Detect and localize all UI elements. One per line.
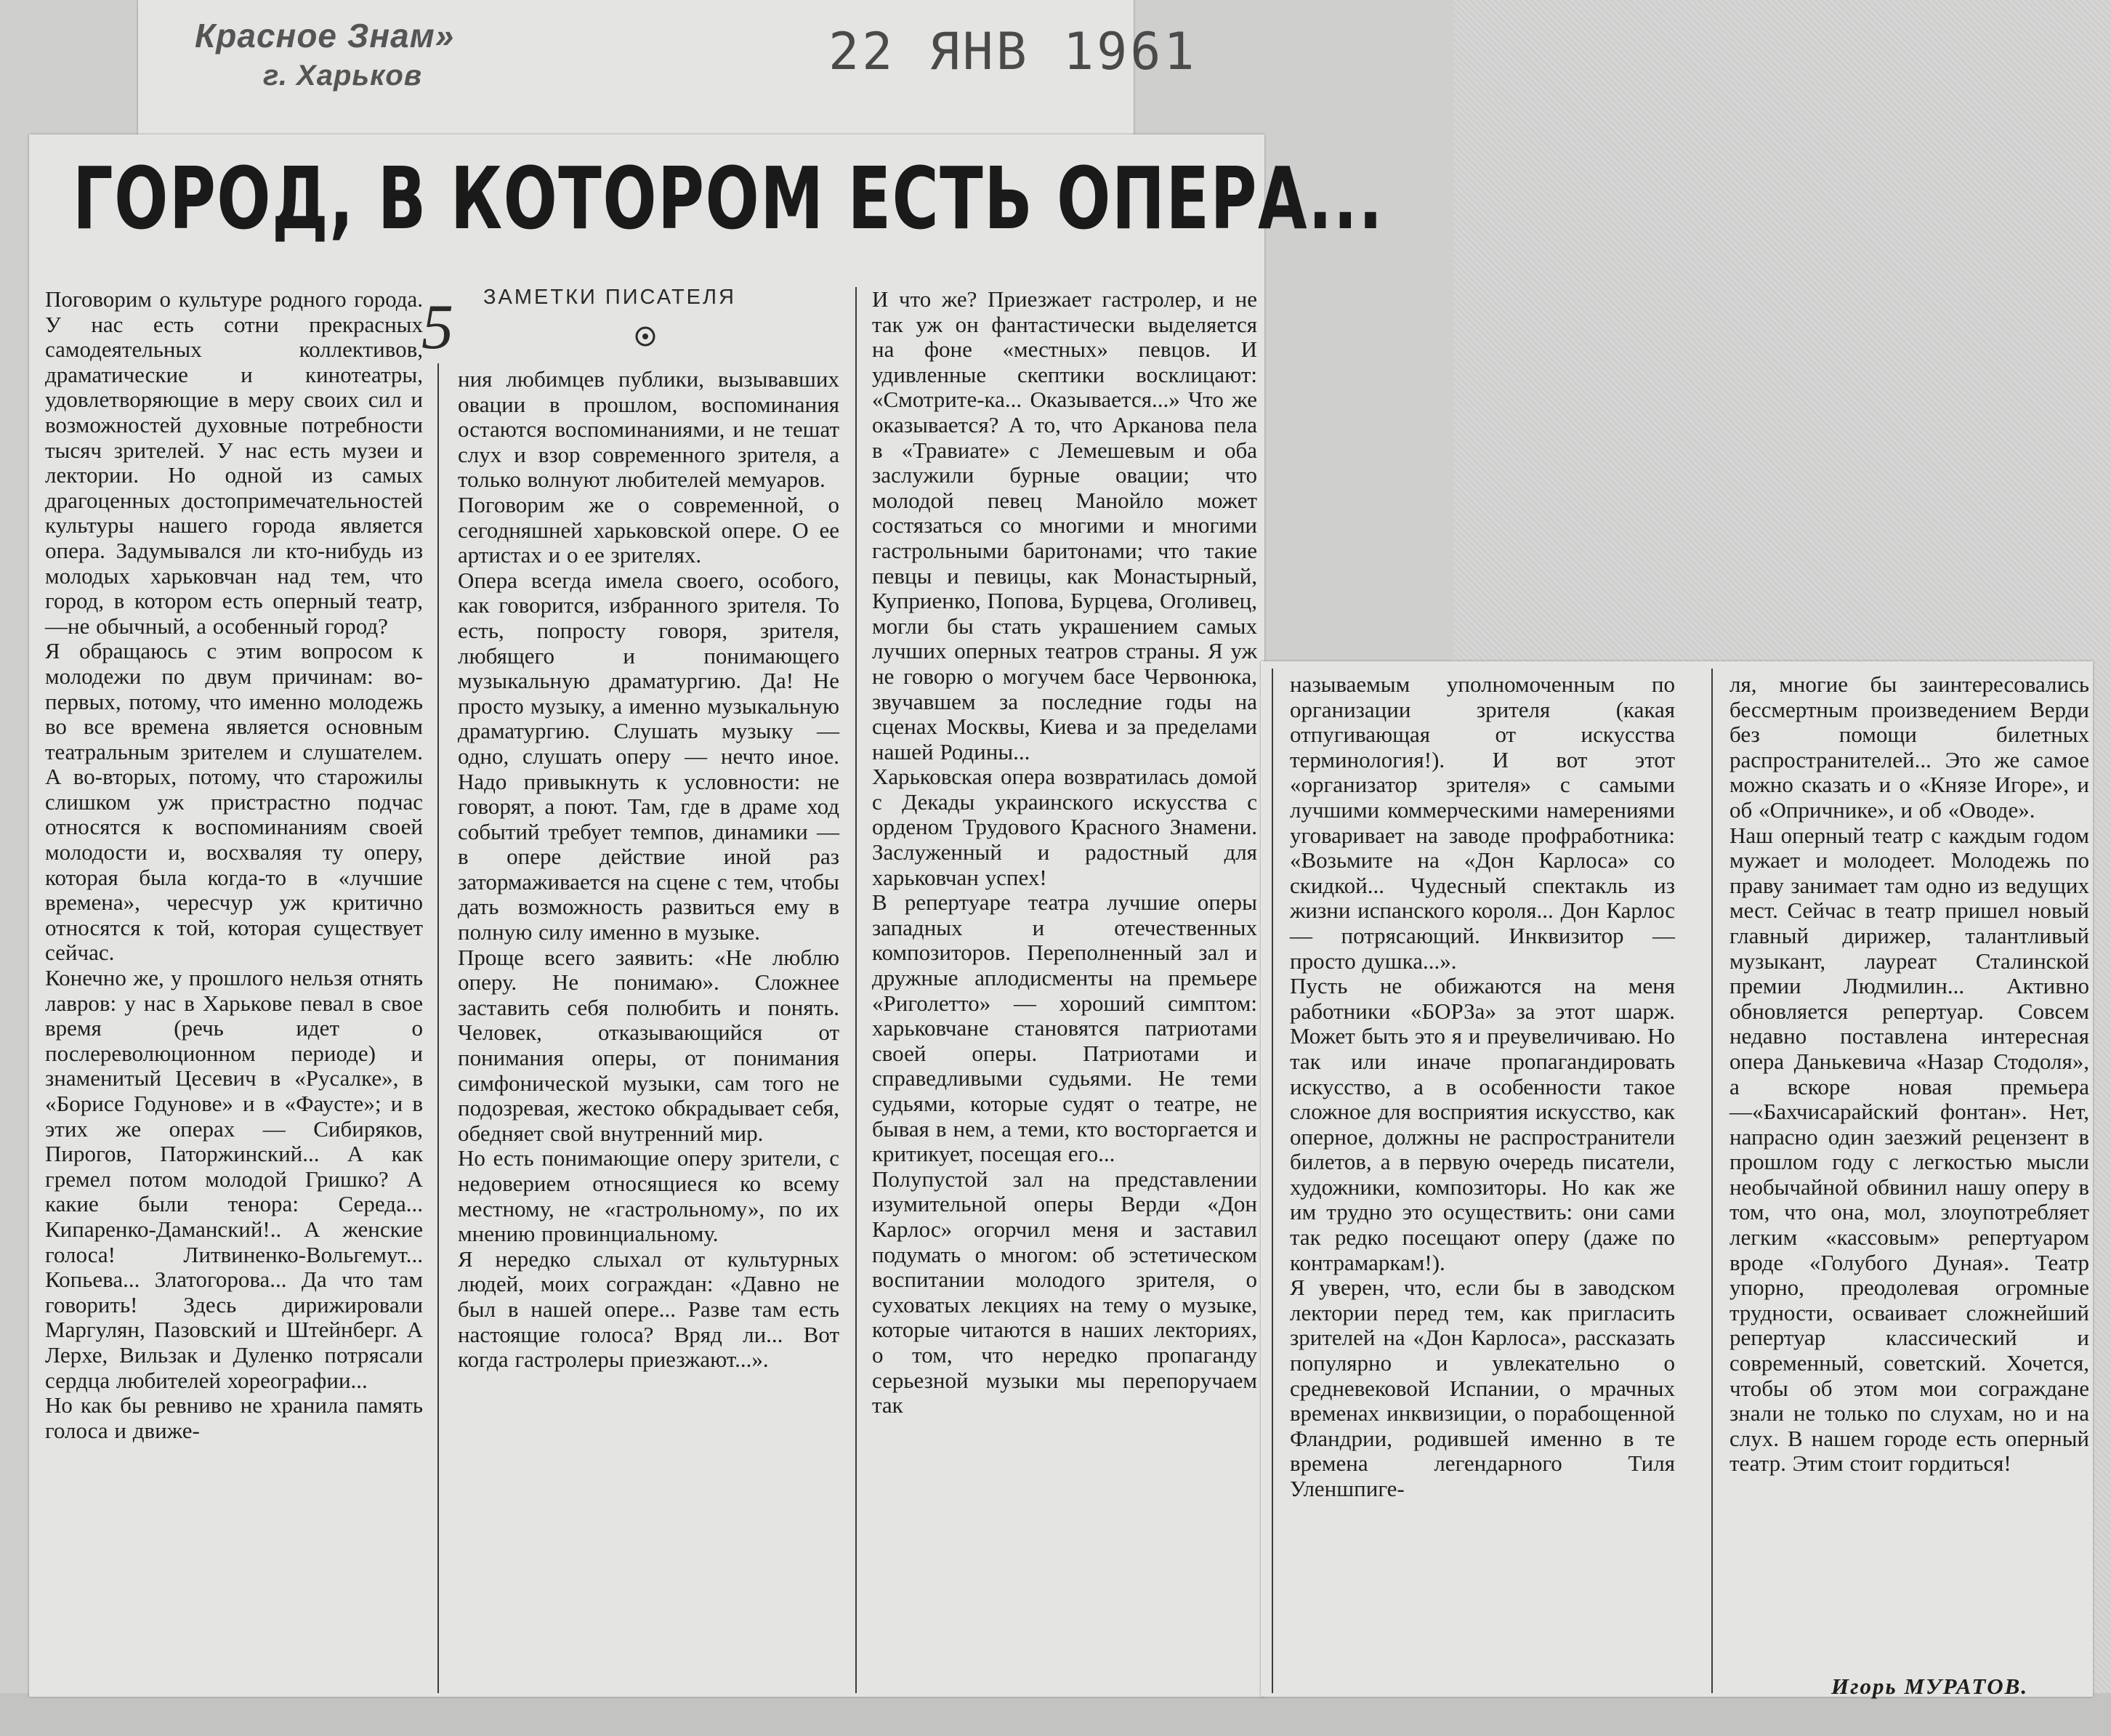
handwritten-mark: 5	[421, 292, 453, 363]
article-column-3: И что же? Приезжает гастролер, и не так уж он фантастически выделяется на фоне «местных» певцов. И удивленные скептики восклицают: «Смотрите-ка... Оказывается...» Что же оказывается? А то, что Арканова пела в «Травиате» с Лемешевым и оба заслужили бурные овации; что молодой певец Манойло может состязаться со многими и многими гастрольными баритонами; что такие певцы и певицы, как Монастырный, Куприенко, Попова, Бурцева, Оголивец, могли бы стать украшением самых лучших оперных театров страны. Я уж не говорю о могучем басе Червонюка, звучавшем за последние годы на сценах Москвы, Киева и за пределами нашей Родины... Харьковская опера возвратилась домой с Декады украинского искусства с орденом Трудового Красного Знамени. Заслуженный и радостный для харьковчан успех! В репертуаре театра лучшие оперы западных и отечественных композиторов. Переполненный зал и дружные аплодисменты на премьере «Риголетто» — хороший симптом: харьковчане становятся патриотами своей оперы. Патриотами и справедливыми судьями. Не теми судьями, которые судят о театре, не бывая в нем, а теми, кто восторгается и критикует, посещая его... Полупустой зал на представлении изумительной оперы Верди «Дон Карлос» огорчил меня и заставил подумать о многом: об эстетическом воспитании молодого зрителя, о суховатых лекциях на тему о музыке, которые читаются в наших лекториях, о том, что нередко пропаганду серьезной музыки мы перепоручаем так	[872, 286, 1257, 1418]
column-rule	[1711, 669, 1713, 1693]
article-column-1: Поговорим о культуре родного города. У нас есть сотни прекрасных самодеятельных коллективов, драматические и кинотеатры, удовлетворяющие в меру своих сил и возможностей духовные потребности тысяч зрителей. У нас есть музеи и лектории. Но одной из самых драгоценных достопримечательностей культуры нашего города является опера. Задумывался ли кто-нибудь из молодых харьковчан над тем, что город, в котором есть оперный театр,—не обычный, а особенный город? Я обращаюсь с этим вопросом к молодежи по двум причинам: во-первых, потому, что именно молодежь во все времена является основным театральным зрителем и слушателем. А во-вторых, потому, что старожилы слишком уж пристрастно подчас относятся к воспоминаниям своей молодости и, восхваляя ту оперу, которая была когда-то в «лучшие времена», чересчур уж критично относятся к той, которая существует сейчас. Конечно же, у прошлого нельзя отнять лавров: у нас в Харькове певал в свое время (речь идет о послереволюционном периоде) и знаменитый Цесевич в «Русалке», в «Борисе Годунове» и в «Фаусте»; и в этих же операх — Сибиряков, Пирогов, Паторжинский... А как гремел потом молодой Гришко? А какие были тенора: Середа... Кипаренко-Даманский!.. А женские голоса! Литвиненко-Вольгемут... Копьева... Златогорова... Да что там говорить! Здесь дирижировали Маргулян, Пазовский и Штейнберг. А Лерхе, Вильзак и Дуленко потрясали сердца любителей хореографии... Но как бы ревниво не хранила память голоса и движе-	[45, 286, 423, 1443]
stamp-newspaper-name: Красное Знам»	[195, 17, 455, 54]
canvas-lower-background	[0, 1693, 2111, 1736]
article-column-4: называемым уполномоченным по организации зрителя (какая отпугивающая от искусства терминология!). И вот этот «организатор зрителя» с самыми лучшими коммерческими намерениями уговаривает на заводе профработника: «Возьмите на «Дон Карлоса» со скидкой... Чудесный спектакль из жизни испанского короля... Дон Карлос — потрясающий. Инквизитор — просто душка...». Пусть не обижаются на меня работники «БОРЗа» за этот шарж. Может быть это я и преувеличиваю. Но так или иначе пропагандировать искусство, а в особенности такое сложное для восприятия искусство, как оперное, должны не распространители билетов, а в первую очередь писатели, художники, композиторы. Но как же им трудно это осуществить: они сами так редко посещают оперу (даже по контрамаркам!). Я уверен, что, если бы в заводском лектории перед тем, как пригласить зрителей на «Дон Карлоса», рассказать популярно и увлекательно о средневековой Испании, о мрачных временах инквизиции, о порабощенной Фландрии, родившей именно в те времена легендарного Тиля Уленшпиге-	[1290, 671, 1675, 1501]
column-rule	[1272, 669, 1273, 1693]
stamp-date: 22 ЯНВ 1961	[828, 22, 1198, 81]
column-rule	[437, 363, 439, 1693]
article-headline: ГОРОД, В КОТОРОМ ЕСТЬ ОПЕРА...	[73, 148, 1384, 249]
article-rubric: ЗАМЕТКИ ПИСАТЕЛЯ	[483, 286, 736, 309]
author-signature: Игорь МУРАТОВ.	[1831, 1674, 2029, 1699]
article-column-5: ля, многие бы заинтересовались бессмертным произведением Верди без помощи билетных распространителей... Это же самое можно сказать и о «Князе Игоре», и об «Опричнике», и об «Оводе». Наш оперный театр с каждым годом мужает и молодеет. Молодежь по праву занимает там одно из ведущих мест. Сейчас в театр пришел новый главный дирижер, талантливый музыкант, лауреат Сталинской премии Людмилин... Активно обновляется репертуар. Совсем недавно поставлена интересная опера Данькевича «Назар Стодоля», а вскоре новая премьера—«Бахчисарайский фонтан». Нет, напрасно один заезжий рецензент в прошлом году с легкостью мысли необычайной обвинил нашу оперу в том, что она, мол, злоупотребляет легким «кассовым» репертуаром вроде «Голубого Дуная». Театр упорно, преодолевая огромные трудности, осваивает сложнейший репертуар классический и современный, советский. Хочется, чтобы об этом мои сограждане знали не только по слухам, но и на слух. В нашем городе есть оперный театр. Этим стоит гордиться!	[1729, 671, 2089, 1477]
stamp-city: г. Харьков	[263, 60, 423, 92]
article-column-2: ния любимцев публики, вызывавших овации в прошлом, воспоминания остаются воспоминаниями, и не тешат слух и взор современного зрителя, а только волнуют любителей мемуаров. Поговорим же о современной, о сегодняшней харьковской опере. О ее артистах и о ее зрителях. Опера всегда имела своего, особого, как говорится, избранного зрителя. То есть, попросту говоря, зрителя, любящего и понимающего музыкальную драматургию. Да! Не просто музыку, а именно музыкальную драматургию. Слушать музыку — одно, слушать оперу — нечто иное. Надо привыкнуть к условности: не говорят, а поют. Там, где в драме ход событий требует темпов, динамики — в опере действие иной раз затормаживается на сцене с тем, чтобы дать возможность развиться ему в полную силу именно в музыке. Проще всего заявить: «Не люблю оперу. Не понимаю». Сложнее заставить себя полюбить и понять. Человек, отказывающийся от понимания оперы, от понимания симфонической музыки, сам того не подозревая, жестоко обкрадывает себя, обедняет свой внутренний мир. Но есть понимающие оперу зрители, с недоверием относящиеся ко всему местному, не «гастрольному», по их мнению провинциальному. Я нередко слыхал от культурных людей, моих сограждан: «Давно не был в нашей опере... Разве там есть настоящие голоса? Вряд ли... Вот когда гастролеры приезжают...».	[458, 366, 839, 1373]
ornament-icon	[634, 326, 656, 347]
column-rule	[855, 287, 857, 1693]
